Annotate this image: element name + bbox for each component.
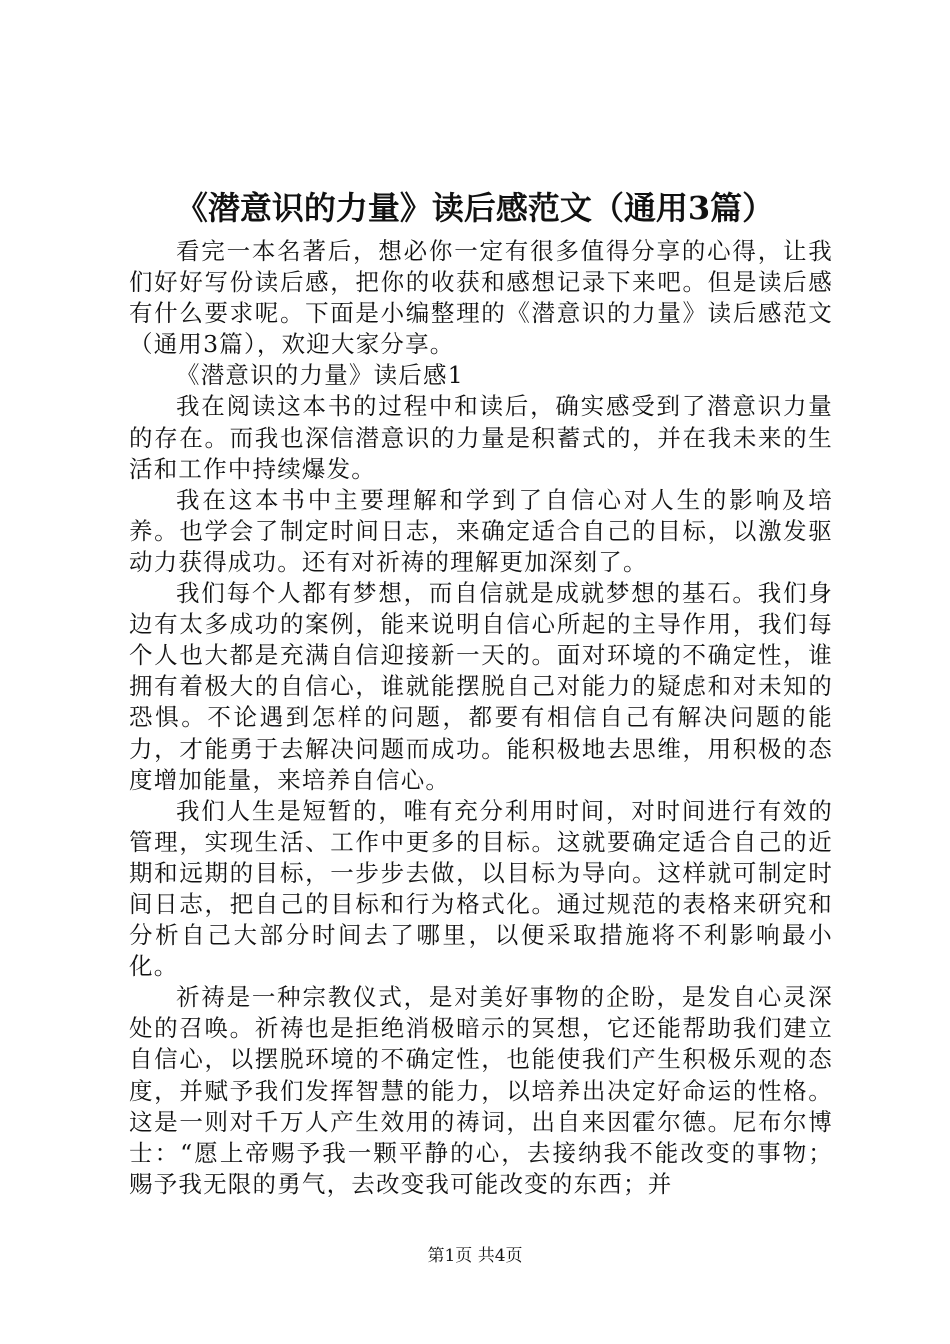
page-footer: 第1页 共4页 xyxy=(427,1246,523,1266)
section-heading: 《潜意识的力量》读后感1 xyxy=(176,361,464,390)
document-title: 《潜意识的力量》读后感范文（通用3篇） xyxy=(175,189,775,227)
body-paragraph: 祈祷是一种宗教仪式，是对美好事物的企盼，是发自心灵深处的召唤。祈祷也是拒绝消极暗示的冥想，它还能帮助我们建立自信心，以摆脱环境的不确定性，也能使我们产生积极乐观的态度，并赋予我们发挥智慧的能力，以培养出决定好命运的性格。这是一则对千万人产生效用的祷词，出自来因霍尔德。尼布尔博士：“愿上帝赐予我一颗平静的心，去接纳我不能改变的事物；赐予我无限的勇气，去改变我可能改变的东西；并 xyxy=(129,983,833,1198)
intro-paragraph: 看完一本名著后，想必你一定有很多值得分享的心得，让我们好好写份读后感，把你的收获和感想记录下来吧。但是读后感有什么要求呢。下面是小编整理的《潜意识的力量》读后感范文（通用3篇），欢迎大家分享。 xyxy=(129,237,833,359)
document-body xyxy=(129,236,833,1200)
body-paragraph: 我们每个人都有梦想，而自信就是成就梦想的基石。我们身边有太多成功的案例，能来说明自信心所起的主导作用，我们每个人也大都是充满自信迎接新一天的。面对环境的不确定性，谁拥有着极大的自信心，谁就能摆脱自己对能力的疑虑和对未知的恐惧。不论遇到怎样的问题，都要有相信自己有解决问题的能力，才能勇于去解决问题而成功。能积极地去思维，用积极的态度增加能量，来培养自信心。 xyxy=(129,579,833,794)
body-paragraph: 我在这本书中主要理解和学到了自信心对人生的影响及培养。也学会了制定时间日志，来确定适合自己的目标，以激发驱动力获得成功。还有对祈祷的理解更加深刻了。 xyxy=(129,485,833,576)
body-paragraph: 我在阅读这本书的过程中和读后，确实感受到了潜意识力量的存在。而我也深信潜意识的力量是积蓄式的，并在我未来的生活和工作中持续爆发。 xyxy=(129,392,833,483)
body-paragraph: 我们人生是短暂的，唯有充分利用时间，对时间进行有效的管理，实现生活、工作中更多的目标。这就要确定适合自己的近期和远期的目标，一步步去做，以目标为导向。这样就可制定时间日志，把自己的目标和行为格式化。通过规范的表格来研究和分析自己大部分时间去了哪里，以便采取措施将不利影响最小化。 xyxy=(129,796,833,981)
